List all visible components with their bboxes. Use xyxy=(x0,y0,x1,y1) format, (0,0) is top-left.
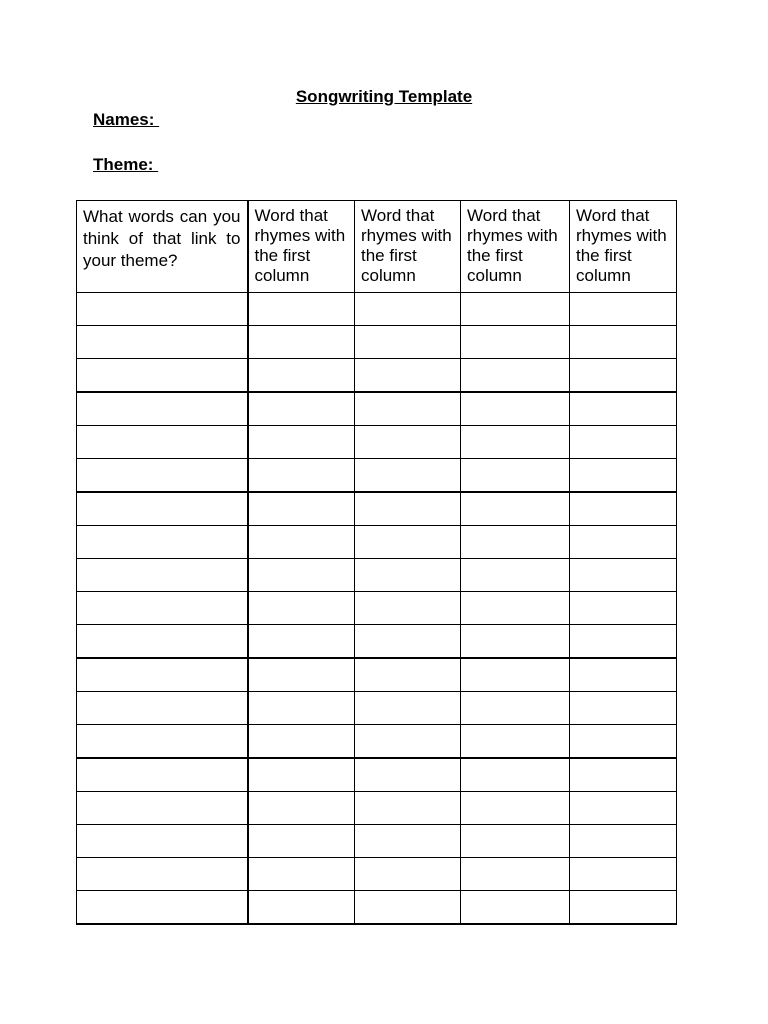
rhyme-word-cell xyxy=(570,858,677,891)
rhyme-word-cell xyxy=(461,658,570,692)
rhyme-word-cell xyxy=(570,792,677,825)
rhyme-word-cell xyxy=(248,891,355,925)
rhyme-word-cell xyxy=(461,825,570,858)
rhyme-word-cell xyxy=(248,692,355,725)
table-row xyxy=(77,792,677,825)
rhyme-word-cell xyxy=(355,359,461,393)
header-text-rhyme-2: Word that rhymes with the first column xyxy=(361,206,452,285)
rhyme-word-cell xyxy=(355,426,461,459)
rhyme-word-cell xyxy=(355,293,461,326)
rhyme-word-cell xyxy=(570,526,677,559)
rhyme-word-cell xyxy=(248,459,355,493)
theme-word-cell xyxy=(77,758,248,792)
rhyme-word-cell xyxy=(248,559,355,592)
table-row xyxy=(77,426,677,459)
table-header-row xyxy=(77,201,677,293)
songwriting-table xyxy=(76,200,677,925)
header-text-rhyme-4: Word that rhymes with the first column xyxy=(576,206,667,285)
rhyme-word-cell xyxy=(355,725,461,759)
rhyme-word-cell xyxy=(355,825,461,858)
theme-word-cell xyxy=(77,526,248,559)
rhyme-word-cell xyxy=(248,359,355,393)
table-row xyxy=(77,625,677,659)
rhyme-word-cell xyxy=(570,891,677,925)
theme-word-cell xyxy=(77,293,248,326)
rhyme-word-cell xyxy=(248,592,355,625)
theme-word-cell xyxy=(77,825,248,858)
rhyme-word-cell xyxy=(461,725,570,759)
rhyme-word-cell xyxy=(461,359,570,393)
header-text-theme-words: What words can you think of that link to your theme? xyxy=(83,207,241,270)
rhyme-word-cell xyxy=(461,692,570,725)
rhyme-word-cell xyxy=(355,758,461,792)
table-row xyxy=(77,392,677,426)
rhyme-word-cell xyxy=(461,592,570,625)
header-text-rhyme-3: Word that rhymes with the first column xyxy=(467,206,558,285)
rhyme-word-cell xyxy=(248,326,355,359)
rhyme-word-cell xyxy=(355,625,461,659)
rhyme-word-cell xyxy=(248,858,355,891)
theme-word-cell xyxy=(77,426,248,459)
theme-word-cell xyxy=(77,725,248,759)
header-cell-rhyme-3 xyxy=(461,201,570,293)
rhyme-word-cell xyxy=(355,492,461,526)
rhyme-word-cell xyxy=(248,658,355,692)
theme-label: Theme: xyxy=(93,155,159,174)
rhyme-word-cell xyxy=(248,293,355,326)
rhyme-word-cell xyxy=(461,758,570,792)
header-cell-rhyme-2 xyxy=(355,201,461,293)
rhyme-word-cell xyxy=(461,858,570,891)
table-row xyxy=(77,293,677,326)
rhyme-word-cell xyxy=(355,559,461,592)
rhyme-word-cell xyxy=(570,825,677,858)
rhyme-word-cell xyxy=(570,625,677,659)
rhyme-word-cell xyxy=(570,459,677,493)
rhyme-word-cell xyxy=(570,492,677,526)
rhyme-word-cell xyxy=(355,658,461,692)
page-title: Songwriting Template xyxy=(295,87,473,106)
rhyme-word-cell xyxy=(461,792,570,825)
rhyme-word-cell xyxy=(461,625,570,659)
rhyme-word-cell xyxy=(355,392,461,426)
rhyme-word-cell xyxy=(570,293,677,326)
table-row xyxy=(77,725,677,759)
rhyme-word-cell xyxy=(355,858,461,891)
theme-word-cell xyxy=(77,326,248,359)
table-row xyxy=(77,891,677,925)
rhyme-word-cell xyxy=(248,792,355,825)
rhyme-word-cell xyxy=(570,359,677,393)
theme-word-cell xyxy=(77,891,248,925)
rhyme-word-cell xyxy=(248,492,355,526)
rhyme-word-cell xyxy=(570,559,677,592)
rhyme-word-cell xyxy=(248,526,355,559)
rhyme-word-cell xyxy=(355,526,461,559)
theme-word-cell xyxy=(77,359,248,393)
theme-word-cell xyxy=(77,625,248,659)
rhyme-word-cell xyxy=(570,725,677,759)
table-row xyxy=(77,326,677,359)
header-text-rhyme-1: Word that rhymes with the first column xyxy=(254,206,346,285)
rhyme-word-cell xyxy=(570,592,677,625)
rhyme-word-cell xyxy=(355,459,461,493)
rhyme-word-cell xyxy=(570,392,677,426)
table-row xyxy=(77,359,677,393)
theme-word-cell xyxy=(77,392,248,426)
table-row xyxy=(77,459,677,493)
rhyme-word-cell xyxy=(355,592,461,625)
rhyme-word-cell xyxy=(570,658,677,692)
rhyme-word-cell xyxy=(248,725,355,759)
rhyme-word-cell xyxy=(461,526,570,559)
names-label: Names: xyxy=(93,110,160,129)
theme-word-cell xyxy=(77,858,248,891)
theme-word-cell xyxy=(77,792,248,825)
rhyme-word-cell xyxy=(461,293,570,326)
header-cell-theme-words xyxy=(77,201,248,293)
rhyme-word-cell xyxy=(570,758,677,792)
theme-word-cell xyxy=(77,559,248,592)
rhyme-word-cell xyxy=(248,426,355,459)
theme-word-cell xyxy=(77,692,248,725)
theme-word-cell xyxy=(77,492,248,526)
table-row xyxy=(77,592,677,625)
rhyme-word-cell xyxy=(570,692,677,725)
header-cell-rhyme-1 xyxy=(248,201,355,293)
header-cell-rhyme-4 xyxy=(570,201,677,293)
rhyme-word-cell xyxy=(248,625,355,659)
table-row xyxy=(77,692,677,725)
rhyme-word-cell xyxy=(461,392,570,426)
theme-word-cell xyxy=(77,592,248,625)
rhyme-word-cell xyxy=(248,825,355,858)
rhyme-word-cell xyxy=(570,426,677,459)
rhyme-word-cell xyxy=(355,792,461,825)
rhyme-word-cell xyxy=(461,426,570,459)
theme-word-cell xyxy=(77,459,248,493)
rhyme-word-cell xyxy=(248,758,355,792)
rhyme-word-cell xyxy=(355,891,461,925)
table-row xyxy=(77,858,677,891)
table-row xyxy=(77,658,677,692)
rhyme-word-cell xyxy=(248,392,355,426)
table-row xyxy=(77,825,677,858)
table-row xyxy=(77,526,677,559)
rhyme-word-cell xyxy=(570,326,677,359)
rhyme-word-cell xyxy=(461,492,570,526)
rhyme-word-cell xyxy=(461,559,570,592)
table-row xyxy=(77,559,677,592)
rhyme-word-cell xyxy=(461,326,570,359)
rhyme-word-cell xyxy=(461,459,570,493)
table-row xyxy=(77,758,677,792)
rhyme-word-cell xyxy=(355,326,461,359)
rhyme-word-cell xyxy=(461,891,570,925)
theme-word-cell xyxy=(77,658,248,692)
rhyme-word-cell xyxy=(355,692,461,725)
table-row xyxy=(77,492,677,526)
